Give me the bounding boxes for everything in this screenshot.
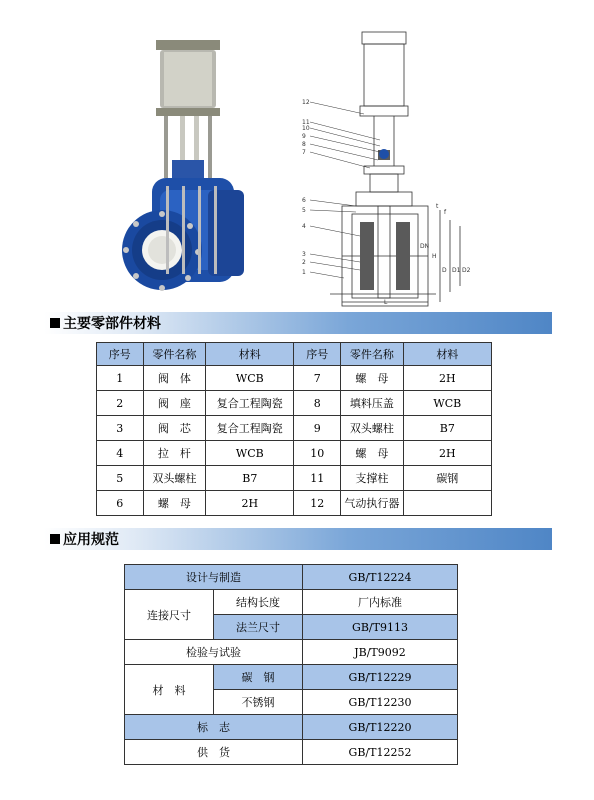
section-marker <box>50 318 60 328</box>
cell-material: 碳钢 <box>403 466 491 491</box>
table-row <box>97 491 492 516</box>
cell-part-name: 螺 母 <box>341 366 404 391</box>
drawing-label-6: 6 <box>302 197 306 204</box>
col-header-part-name-2: 零件名称 <box>341 343 404 366</box>
cell-material: WCB <box>206 366 294 391</box>
spec-value-flange: GB/T9113 <box>303 615 458 640</box>
cell-part-name: 双头螺柱 <box>341 416 404 441</box>
col-header-part-name: 零件名称 <box>143 343 206 366</box>
spec-value-length: 厂内标准 <box>303 590 458 615</box>
cell-material: B7 <box>206 466 294 491</box>
table-row <box>97 391 492 416</box>
cell-material: WCB <box>403 391 491 416</box>
drawing-dim-dn: DN <box>420 243 430 250</box>
cell-no: 6 <box>97 491 144 516</box>
spec-value-supply: GB/T12252 <box>303 740 458 765</box>
cell-part-name: 双头螺柱 <box>143 466 206 491</box>
drawing-label-9: 9 <box>302 133 306 140</box>
spec-label-connect: 连接尺寸 <box>125 590 214 640</box>
parts-materials-table <box>96 342 492 516</box>
table-row <box>97 466 492 491</box>
cell-material: 复合工程陶瓷 <box>206 416 294 441</box>
drawing-dim-l: L <box>384 299 388 306</box>
spec-label-material: 材 料 <box>125 665 214 715</box>
drawing-dim-f: f <box>444 209 447 216</box>
cell-part-name: 阀 芯 <box>143 416 206 441</box>
cell-part-name: 螺 母 <box>143 491 206 516</box>
valve-section-drawing <box>300 26 470 308</box>
cell-material: WCB <box>206 441 294 466</box>
cell-material: 2H <box>403 366 491 391</box>
cell-part-name: 阀 体 <box>143 366 206 391</box>
application-standards-table <box>124 564 458 765</box>
drawing-label-5: 5 <box>302 207 306 214</box>
cell-no: 7 <box>294 366 341 391</box>
cell-part-name: 气动执行器 <box>341 491 404 516</box>
drawing-label-10: 10 <box>302 125 310 132</box>
cell-material: B7 <box>403 416 491 441</box>
cell-material: 复合工程陶瓷 <box>206 391 294 416</box>
drawing-dim-d2: D2 <box>462 267 470 274</box>
table-row <box>97 366 492 391</box>
cell-no: 8 <box>294 391 341 416</box>
section-header-parts <box>44 312 552 334</box>
col-header-material-2: 材料 <box>403 343 491 366</box>
section-marker <box>50 534 60 544</box>
drawing-label-2: 2 <box>302 259 306 266</box>
cell-part-name: 支撑柱 <box>341 466 404 491</box>
col-header-no-2: 序号 <box>294 343 341 366</box>
cell-no: 3 <box>97 416 144 441</box>
spec-label-supply: 供 货 <box>125 740 303 765</box>
spec-value-design: GB/T12224 <box>303 565 458 590</box>
cell-no: 2 <box>97 391 144 416</box>
cell-no: 4 <box>97 441 144 466</box>
cell-part-name: 阀 座 <box>143 391 206 416</box>
cell-material: 2H <box>206 491 294 516</box>
col-header-material: 材料 <box>206 343 294 366</box>
drawing-dim-t: t <box>436 203 439 210</box>
section-title-standards: 应用规范 <box>63 532 119 548</box>
valve-photo <box>100 30 290 310</box>
cell-part-name: 螺 母 <box>341 441 404 466</box>
drawing-label-4: 4 <box>302 223 306 230</box>
spec-label-design: 设计与制造 <box>125 565 303 590</box>
drawing-label-7: 7 <box>302 149 306 156</box>
spec-label-inspection: 检验与试验 <box>125 640 303 665</box>
drawing-dim-h: H <box>432 253 437 260</box>
spec-value-stainless: GB/T12230 <box>303 690 458 715</box>
drawing-label-3: 3 <box>302 251 306 258</box>
cell-material: 2H <box>403 441 491 466</box>
drawing-label-12: 12 <box>302 99 310 106</box>
drawing-dim-d: D <box>442 267 447 274</box>
table-row <box>97 416 492 441</box>
cell-material <box>403 491 491 516</box>
cell-part-name: 拉 杆 <box>143 441 206 466</box>
spec-label-marking: 标 志 <box>125 715 303 740</box>
drawing-dim-d1: D1 <box>452 267 461 274</box>
drawing-label-8: 8 <box>302 141 306 148</box>
table-row <box>97 441 492 466</box>
spec-value-marking: GB/T12220 <box>303 715 458 740</box>
cell-no: 9 <box>294 416 341 441</box>
spec-label-carbon: 碳 钢 <box>214 665 303 690</box>
spec-label-stainless: 不锈钢 <box>214 690 303 715</box>
section-header-standards <box>44 528 552 550</box>
cell-no: 10 <box>294 441 341 466</box>
spec-value-carbon: GB/T12229 <box>303 665 458 690</box>
drawing-label-11: 11 <box>302 119 310 126</box>
cell-no: 5 <box>97 466 144 491</box>
cell-no: 11 <box>294 466 341 491</box>
spec-value-inspection: JB/T9092 <box>303 640 458 665</box>
cell-no: 1 <box>97 366 144 391</box>
section-title-parts: 主要零部件材料 <box>63 316 161 332</box>
drawing-label-1: 1 <box>302 269 306 276</box>
cell-part-name: 填料压盖 <box>341 391 404 416</box>
spec-label-flange: 法兰尺寸 <box>214 615 303 640</box>
cell-no: 12 <box>294 491 341 516</box>
spec-label-length: 结构长度 <box>214 590 303 615</box>
col-header-no: 序号 <box>97 343 144 366</box>
